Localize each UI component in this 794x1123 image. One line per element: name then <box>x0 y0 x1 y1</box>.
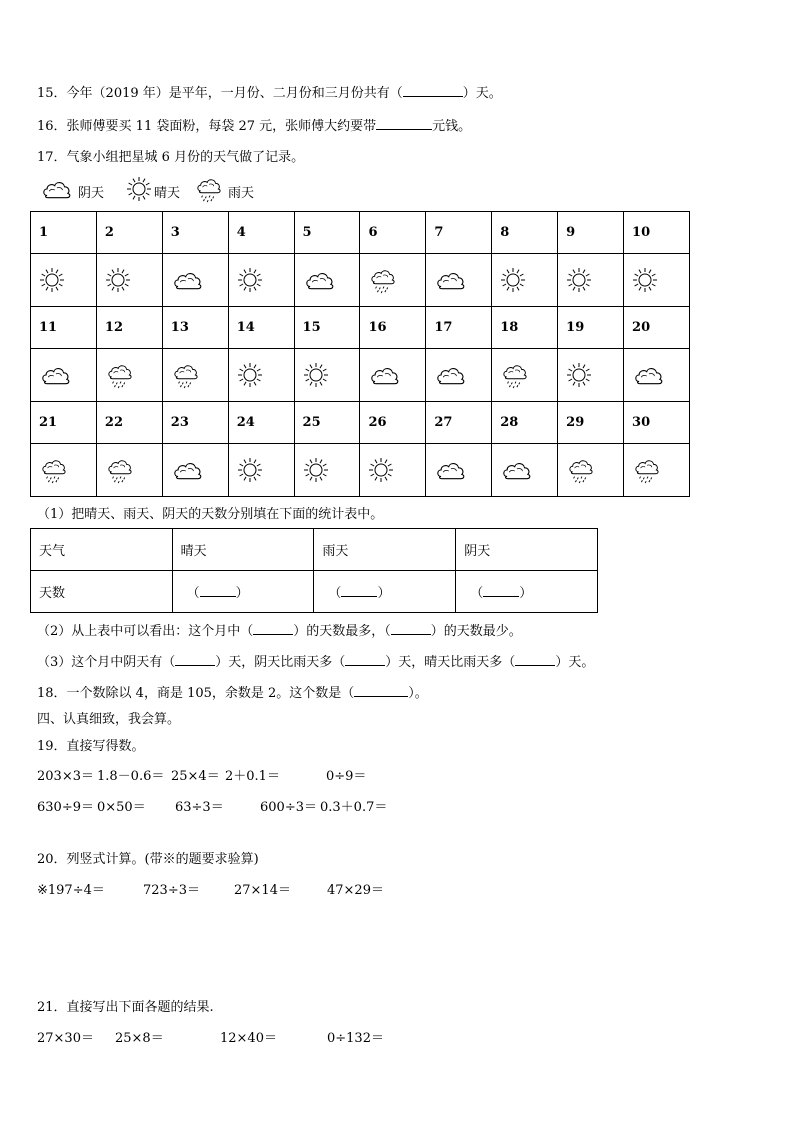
q21-expression: 12×40＝ <box>220 1031 277 1046</box>
day-number-cell: 9 <box>558 212 624 254</box>
day-number-cell: 20 <box>624 307 690 349</box>
sun-icon <box>500 267 557 293</box>
stats-sunny-count-cell <box>172 571 314 613</box>
day-number-cell: 24 <box>228 402 294 444</box>
sun-icon <box>237 362 294 388</box>
q18-prefix: 18．一个数除以 4，商是 105，余数是 2。这个数是（ <box>37 686 355 701</box>
q18-suffix: ）。 <box>408 686 428 701</box>
q17-3-cloudy-blank[interactable] <box>175 653 215 666</box>
q19-expression: 630÷9＝ <box>37 800 94 815</box>
q19-expression: 1.8－0.6＝ <box>97 769 165 784</box>
q19-expression: 0÷9＝ <box>326 769 367 784</box>
paren-close: ） <box>519 586 533 601</box>
paren-close: ） <box>235 586 249 601</box>
weather-cell <box>228 444 294 497</box>
q20-expression: 27×14＝ <box>234 883 291 898</box>
q17-2-most-blank[interactable] <box>253 622 293 635</box>
day-number-cell: 1 <box>31 212 97 254</box>
day-number-cell: 23 <box>162 402 228 444</box>
sun-icon <box>237 457 294 483</box>
weather-cell <box>426 254 492 307</box>
stats-header-cell: 阴天 <box>456 529 598 571</box>
sun-icon <box>632 267 689 293</box>
section-4-heading <box>37 708 180 727</box>
question-17-3 <box>37 651 594 670</box>
cloud-icon <box>368 363 425 387</box>
cloud-icon <box>434 458 491 482</box>
rain-icon <box>105 456 162 484</box>
day-number-cell: 25 <box>294 402 360 444</box>
weather-cell <box>558 444 624 497</box>
q19-expression: 63÷3＝ <box>175 800 224 815</box>
weather-cell <box>294 349 360 402</box>
day-number-cell: 22 <box>96 402 162 444</box>
q20-expression: 47×29＝ <box>327 883 384 898</box>
sun-icon <box>39 267 96 293</box>
question-17-2 <box>37 620 522 639</box>
day-number-cell: 2 <box>96 212 162 254</box>
weather-cell <box>624 444 690 497</box>
weather-legend <box>40 177 264 205</box>
weather-stats-table <box>30 528 598 613</box>
q19-expression: 2＋0.1＝ <box>225 769 280 784</box>
day-number-cell: 8 <box>492 212 558 254</box>
stats-header-cell: 天气 <box>31 529 173 571</box>
q19-text: 19．直接写得数。 <box>37 739 145 754</box>
day-number-cell: 4 <box>228 212 294 254</box>
q19-expression: 203×3＝ <box>37 769 94 784</box>
day-number-cell: 29 <box>558 402 624 444</box>
q17-text: 17．气象小组把星城 6 月份的天气做了记录。 <box>37 150 305 165</box>
sun-icon <box>303 362 360 388</box>
q16-answer-blank[interactable] <box>376 117 432 130</box>
q20-text: 20．列竖式计算。(带※的题要求验算) <box>37 852 259 867</box>
legend-label: 阴天 <box>78 185 105 201</box>
sunny-count-blank[interactable] <box>200 584 236 597</box>
stats-cloudy-count-cell <box>456 571 598 613</box>
q21-expression: 25×8＝ <box>115 1031 164 1046</box>
paren-open: （ <box>328 586 342 601</box>
day-number-cell: 15 <box>294 307 360 349</box>
weather-icon-row <box>31 254 690 307</box>
day-number-cell: 3 <box>162 212 228 254</box>
weather-cell <box>426 349 492 402</box>
q17-2-least-blank[interactable] <box>391 622 431 635</box>
weather-cell <box>31 254 97 307</box>
weather-calendar-table <box>30 211 690 497</box>
day-number-cell: 18 <box>492 307 558 349</box>
q17-3-diff2-blank[interactable] <box>515 653 555 666</box>
rain-icon <box>105 361 162 389</box>
q16-suffix: 元钱。 <box>432 119 472 134</box>
stats-row-label: 天数 <box>31 571 173 613</box>
day-number-cell: 19 <box>558 307 624 349</box>
stats-header-cell: 雨天 <box>314 529 456 571</box>
weather-cell <box>31 349 97 402</box>
paren-open: （ <box>186 586 200 601</box>
q20-expression: ※197÷4＝ <box>37 883 105 898</box>
cloud-icon <box>632 363 689 387</box>
q17-3-part-d: ）天。 <box>555 655 595 670</box>
day-number-cell: 10 <box>624 212 690 254</box>
weather-cell <box>624 254 690 307</box>
paren-close: ） <box>377 586 391 601</box>
stats-header-row <box>31 529 598 571</box>
day-number-cell: 21 <box>31 402 97 444</box>
weather-cell <box>492 254 558 307</box>
rain-icon <box>368 266 425 294</box>
day-number-cell: 5 <box>294 212 360 254</box>
sun-icon <box>566 362 623 388</box>
legend-label: 晴天 <box>154 185 181 201</box>
q19-expression: 0×50＝ <box>97 800 146 815</box>
weather-cell <box>96 349 162 402</box>
sun-icon <box>237 267 294 293</box>
stats-count-row <box>31 571 598 613</box>
rain-icon <box>171 361 228 389</box>
q15-suffix: ）天。 <box>462 86 502 101</box>
weather-cell <box>96 254 162 307</box>
day-number-cell: 14 <box>228 307 294 349</box>
q17-2-part-a: （2）从上表中可以看出：这个月中（ <box>37 624 254 639</box>
sun-icon <box>105 267 162 293</box>
cloud-icon <box>171 268 228 292</box>
q17-2-part-c: ）的天数最少。 <box>430 624 522 639</box>
cloud-icon <box>39 363 96 387</box>
weather-cell <box>162 254 228 307</box>
stats-header-cell: 晴天 <box>172 529 314 571</box>
rain-icon <box>566 456 623 484</box>
weather-cell <box>294 444 360 497</box>
rain-icon <box>194 175 228 207</box>
weather-cell <box>624 349 690 402</box>
rain-icon <box>632 456 689 484</box>
q17-3-part-b: ）天，阴天比雨天多（ <box>215 655 346 670</box>
cloud-icon <box>40 177 78 205</box>
question-19 <box>37 735 145 754</box>
cloud-icon <box>303 268 360 292</box>
q17-2-part-b: ）的天数最多，（ <box>293 624 391 639</box>
cloud-icon <box>434 363 491 387</box>
q20-expression: 723÷3＝ <box>143 883 200 898</box>
weather-icon-row <box>31 444 690 497</box>
q15-prefix: 15．今年（2019 年）是平年，一月份、二月份和三月份共有（ <box>37 86 403 101</box>
weather-cell <box>558 349 624 402</box>
weather-cell <box>360 444 426 497</box>
legend-rainy <box>194 175 254 207</box>
day-number-row <box>31 402 690 444</box>
day-number-cell: 12 <box>96 307 162 349</box>
day-number-cell: 16 <box>360 307 426 349</box>
question-16 <box>37 115 471 134</box>
day-number-cell: 26 <box>360 402 426 444</box>
sun-icon <box>368 457 425 483</box>
question-21 <box>37 996 214 1015</box>
question-18 <box>37 682 428 701</box>
weather-cell <box>162 444 228 497</box>
cloud-icon <box>500 458 557 482</box>
q19-expression: 600÷3＝ <box>260 800 317 815</box>
q19-expression: 25×4＝ <box>171 769 220 784</box>
q17-3-part-a: （3）这个月中阴天有（ <box>37 655 176 670</box>
weather-cell <box>492 349 558 402</box>
weather-cell <box>162 349 228 402</box>
weather-cell <box>360 349 426 402</box>
legend-cloudy <box>40 177 104 205</box>
cloud-icon <box>434 268 491 292</box>
q17-3-diff1-blank[interactable] <box>345 653 385 666</box>
rainy-count-blank[interactable] <box>341 584 377 597</box>
question-17 <box>37 146 304 165</box>
sun-icon <box>126 176 154 206</box>
day-number-cell: 30 <box>624 402 690 444</box>
day-number-cell: 13 <box>162 307 228 349</box>
q16-prefix: 16．张师傅要买 11 袋面粉，每袋 27 元，张师傅大约要带 <box>37 119 377 134</box>
day-number-cell: 11 <box>31 307 97 349</box>
stats-rainy-count-cell <box>314 571 456 613</box>
q17-3-part-c: ）天，晴天比雨天多（ <box>385 655 516 670</box>
weather-cell <box>558 254 624 307</box>
weather-cell <box>426 444 492 497</box>
weather-icon-row <box>31 349 690 402</box>
paren-open: （ <box>470 586 484 601</box>
q21-text: 21．直接写出下面各题的结果. <box>37 1000 214 1015</box>
question-15 <box>37 82 502 101</box>
weather-cell <box>492 444 558 497</box>
sun-icon <box>303 457 360 483</box>
legend-label: 雨天 <box>228 185 255 201</box>
section-4-text: 四、认真细致，我会算。 <box>37 712 181 727</box>
q18-answer-blank[interactable] <box>354 684 408 697</box>
day-number-row <box>31 307 690 349</box>
q21-expression: 27×30＝ <box>37 1031 94 1046</box>
q21-expression: 0÷132＝ <box>327 1031 384 1046</box>
day-number-cell: 17 <box>426 307 492 349</box>
sun-icon <box>566 267 623 293</box>
rain-icon <box>500 361 557 389</box>
weather-cell <box>96 444 162 497</box>
day-number-cell: 28 <box>492 402 558 444</box>
weather-cell <box>31 444 97 497</box>
cloud-icon <box>171 458 228 482</box>
weather-cell <box>360 254 426 307</box>
day-number-cell: 6 <box>360 212 426 254</box>
legend-sunny <box>126 176 180 206</box>
cloudy-count-blank[interactable] <box>483 584 519 597</box>
weather-cell <box>294 254 360 307</box>
q17-1-text: （1）把晴天、雨天、阴天的天数分别填在下面的统计表中。 <box>37 507 384 522</box>
day-number-cell: 7 <box>426 212 492 254</box>
q19-expression: 0.3＋0.7＝ <box>320 800 388 815</box>
question-20 <box>37 848 259 867</box>
rain-icon <box>39 456 96 484</box>
question-17-1 <box>37 503 383 522</box>
day-number-row <box>31 212 690 254</box>
day-number-cell: 27 <box>426 402 492 444</box>
q15-answer-blank[interactable] <box>403 84 463 97</box>
weather-cell <box>228 349 294 402</box>
weather-cell <box>228 254 294 307</box>
